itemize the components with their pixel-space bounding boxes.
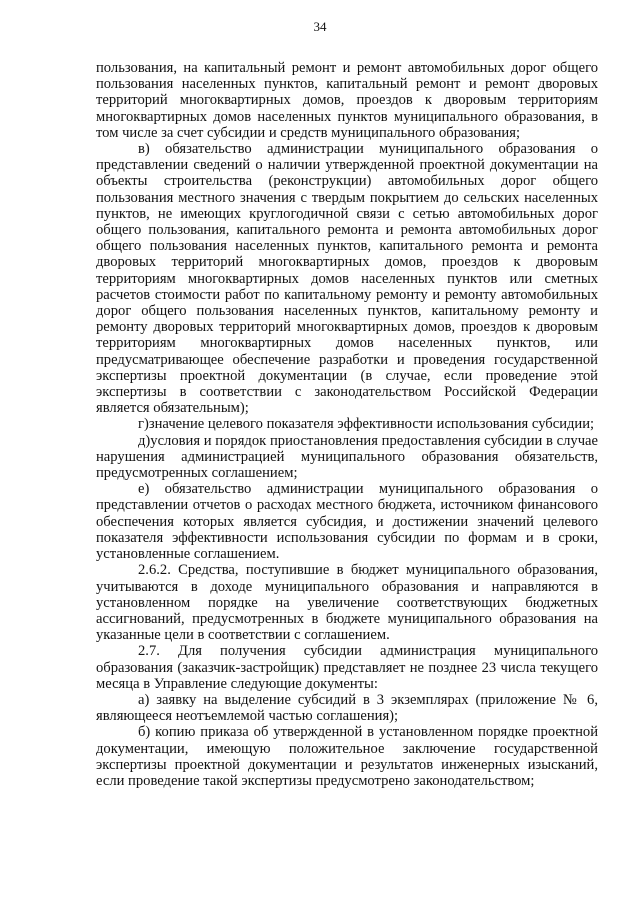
- paragraph-item-v: в) обязательство администрации муниципального образования о представлении сведений о наличии утвержденной проектной документации на объекты строительства (реконструкции) автомобильных дорог общего пользования местного значения с твердым покрытием до сельских населенных пунктов, не имеющих круглогодичной связи с сетью автомобильных дорог общего пользования, капитального ремонта и ремонта автомобильных дорог общего пользования населенных пунктов, капитального ремонта и ремонта дворовых территорий многоквартирных домов, проездов к дворовым территориям многоквартирных домов населенных пунктов или сметных расчетов стоимости работ по капитальному ремонту и ремонту автомобильных дорог общего пользования населенных пунктов, капитальному ремонту и ремонту дворовых территорий многоквартирных домов, проездов к дворовым территориям многоквартирных домов населенных пунктов, или предусматривающее обеспечение разработки и проведения государственной экспертизы проектной документации (в случае, если проведение этой экспертизы в соответствии с законодательством Российской Федерации является обязательным);: [96, 141, 598, 417]
- paragraph-item-e: е) обязательство администрации муниципального образования о представлении отчетов о расходах местного бюджета, источником финансового обеспечения которых является субсидия, и достижении значений целевого показателя эффективности использования субсидии по формам и в сроки, установленные соглашением.: [96, 481, 598, 563]
- document-body: [96, 60, 598, 789]
- paragraph-2-7: 2.7. Для получения субсидии администрация муниципального образования (заказчик-застройщик) представляет не позднее 23 числа текущего месяца в Управление следующие документы:: [96, 643, 598, 692]
- paragraph-item-a: а) заявку на выделение субсидий в 3 экземплярах (приложение № 6, являющееся неотъемлемой частью соглашения);: [96, 691, 598, 725]
- paragraph-item-d: д)условия и порядок приостановления предоставления субсидии в случае нарушения администрацией муниципального образования обязательств, предусмотренных соглашением;: [96, 432, 598, 482]
- paragraph-item-b: б) копию приказа об утвержденной в установленном порядке проектной документации, имеющую положительное заключение государственной экспертизы проектной документации и результатов инженерных изысканий, если проведение такой экспертизы предусмотрено законодательством;: [96, 724, 598, 789]
- page-number: 34: [313, 19, 327, 34]
- paragraph-item-g: г)значение целевого показателя эффективности использования субсидии;: [138, 416, 595, 433]
- paragraph-continuation: пользования, на капитальный ремонт и ремонт автомобильных дорог общего пользования населенных пунктов, капитальный ремонт и ремонт дворовых территорий многоквартирных домов, проездов к дворовым территориям многоквартирных домов населенных пунктов муниципального образования, в том числе за счет субсидии и средств муниципального образования;: [96, 60, 598, 141]
- paragraph-2-6-2: 2.6.2. Средства, поступившие в бюджет муниципального образования, учитываются в доходе муниципального образования и направляются в установленном порядке на увеличение соответствующих бюджетных ассигнований, предусмотренных в бюджете муниципального образования на указанные цели в соответствии с соглашением.: [96, 562, 598, 644]
